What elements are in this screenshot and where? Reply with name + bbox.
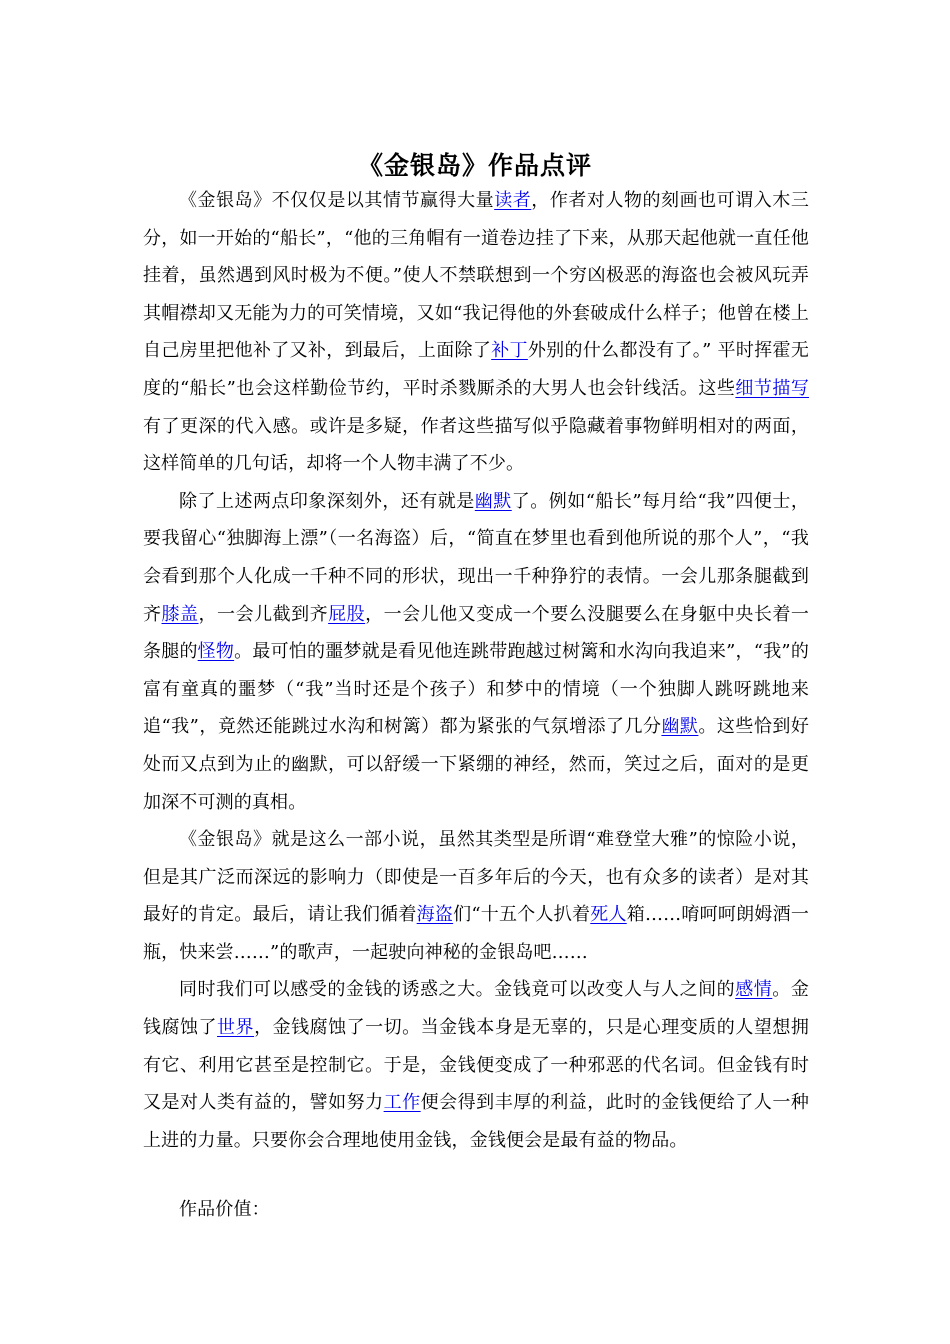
text-run: 。这些恰到好处而又点到为止的幽默，可以舒缓一下紧绷的神经，然而，笑过之后，面对的是更加深不可测的真相。 [143, 716, 809, 813]
inline-link[interactable]: 怪物 [197, 641, 235, 663]
text-run: ，一会儿截到齐 [198, 603, 329, 625]
text-run: ，作者对人物的刻画也可谓入木三分，如一开始的“船长”，“他的三角帽有一道卷边挂了下来，从那天起他就一直任他挂着，虽然遇到风时极为不便。”使人不禁联想到一个穷凶极恶的海盗也会被风玩弄其帽襟却又无能为力的可笑情境，又如“我记得他的外套破成什么样子；他曾在楼上自己房里把他补了又补，到最后，上面除了 [143, 190, 809, 362]
text-run: 有了更深的代入感。或许是多疑，作者这些描写似乎隐藏着事物鲜明相对的两面，这样简单的几句话，却将一个人物丰满了不少。 [143, 415, 809, 475]
text-run: 便会得到丰厚的利益，此时的金钱便给了人一种上进的力量。只要你会合理地使用金钱，金钱便会是最有益的物品。 [143, 1092, 809, 1151]
inline-link[interactable]: 细节描写 [735, 377, 809, 399]
text-run: 同时我们可以感受的金钱的诱惑之大。金钱竟可以改变人与人之间的 [179, 979, 736, 1001]
paragraph-4 [143, 971, 809, 1159]
inline-link[interactable]: 感情 [735, 979, 773, 1001]
inline-link[interactable]: 屁股 [328, 603, 366, 625]
text-run: 。最可怕的噩梦就是看见他连跳带跑越过树篱和水沟向我追来”，“我”的富有童真的噩梦（“我”当时还是个孩子）和梦中的情境（一个独脚人跳呀跳地来追“我”，竟然还能跳过水沟和树篱）都为紧张的气氛增添了几分 [143, 641, 809, 738]
page-title: 《金银岛》作品点评 [357, 150, 592, 180]
inline-link[interactable]: 工作 [383, 1092, 421, 1114]
text-run: 箱……唷呵呵朗姆酒一瓶，快来尝……”的歌声，一起驶向神秘的金银岛吧…… [143, 904, 809, 963]
inline-link[interactable]: 死人 [590, 904, 627, 926]
text-run: 。金钱腐蚀了 [143, 979, 809, 1039]
text-run: 外别的什么都没有了。” 平时挥霍无度的“船长”也会这样勤俭节约，平时杀戮厮杀的大男人也会针线活。这些 [143, 340, 809, 399]
text-run: 除了上述两点印象深刻外，还有就是 [179, 490, 475, 512]
document-body [143, 182, 809, 1229]
text-run: ，金钱腐蚀了一切。当金钱本身是无辜的，只是心理变质的人望想拥有它、利用它甚至是控制它。于是，金钱便变成了一种邪恶的代名词。但金钱有时又是对人类有益的，譬如努力 [143, 1017, 809, 1114]
text-run: 了。例如“船长”每月给“我”四便士，要我留心“独脚海上漂”（一名海盗）后，“简直在梦里也看到他所说的那个人”，“我会看到那个人化成一千种不同的形状，现出一千种狰狞的表情。一会儿那条腿截到齐 [143, 490, 809, 625]
text-run: 《金银岛》不仅仅是以其情节赢得大量 [179, 190, 495, 211]
text-run: 《金银岛》就是这么一部小说，虽然其类型是所谓“难登堂大雅”的惊险小说，但是其广泛而深远的影响力（即使是一百多年后的今天，也有众多的读者）是对其最好的肯定。最后，请让我们循着 [143, 829, 809, 926]
paragraph-2 [143, 483, 809, 821]
inline-link[interactable]: 幽默 [661, 716, 699, 738]
text-run: 们“十五个人扒着 [453, 904, 591, 926]
inline-link[interactable]: 世界 [217, 1017, 255, 1039]
inline-link[interactable]: 读者 [494, 190, 532, 211]
inline-link[interactable]: 幽默 [474, 490, 512, 512]
inline-link[interactable]: 补丁 [491, 340, 528, 362]
inline-link[interactable]: 海盗 [416, 904, 454, 926]
paragraph-1 [143, 182, 809, 483]
text-run: ，一会儿他又变成一个要么没腿要么在身躯中央长着一条腿的 [143, 603, 809, 663]
paragraph-3 [143, 821, 809, 971]
section-label-value: 作品价值： [179, 1199, 270, 1221]
inline-link[interactable]: 膝盖 [161, 603, 199, 625]
